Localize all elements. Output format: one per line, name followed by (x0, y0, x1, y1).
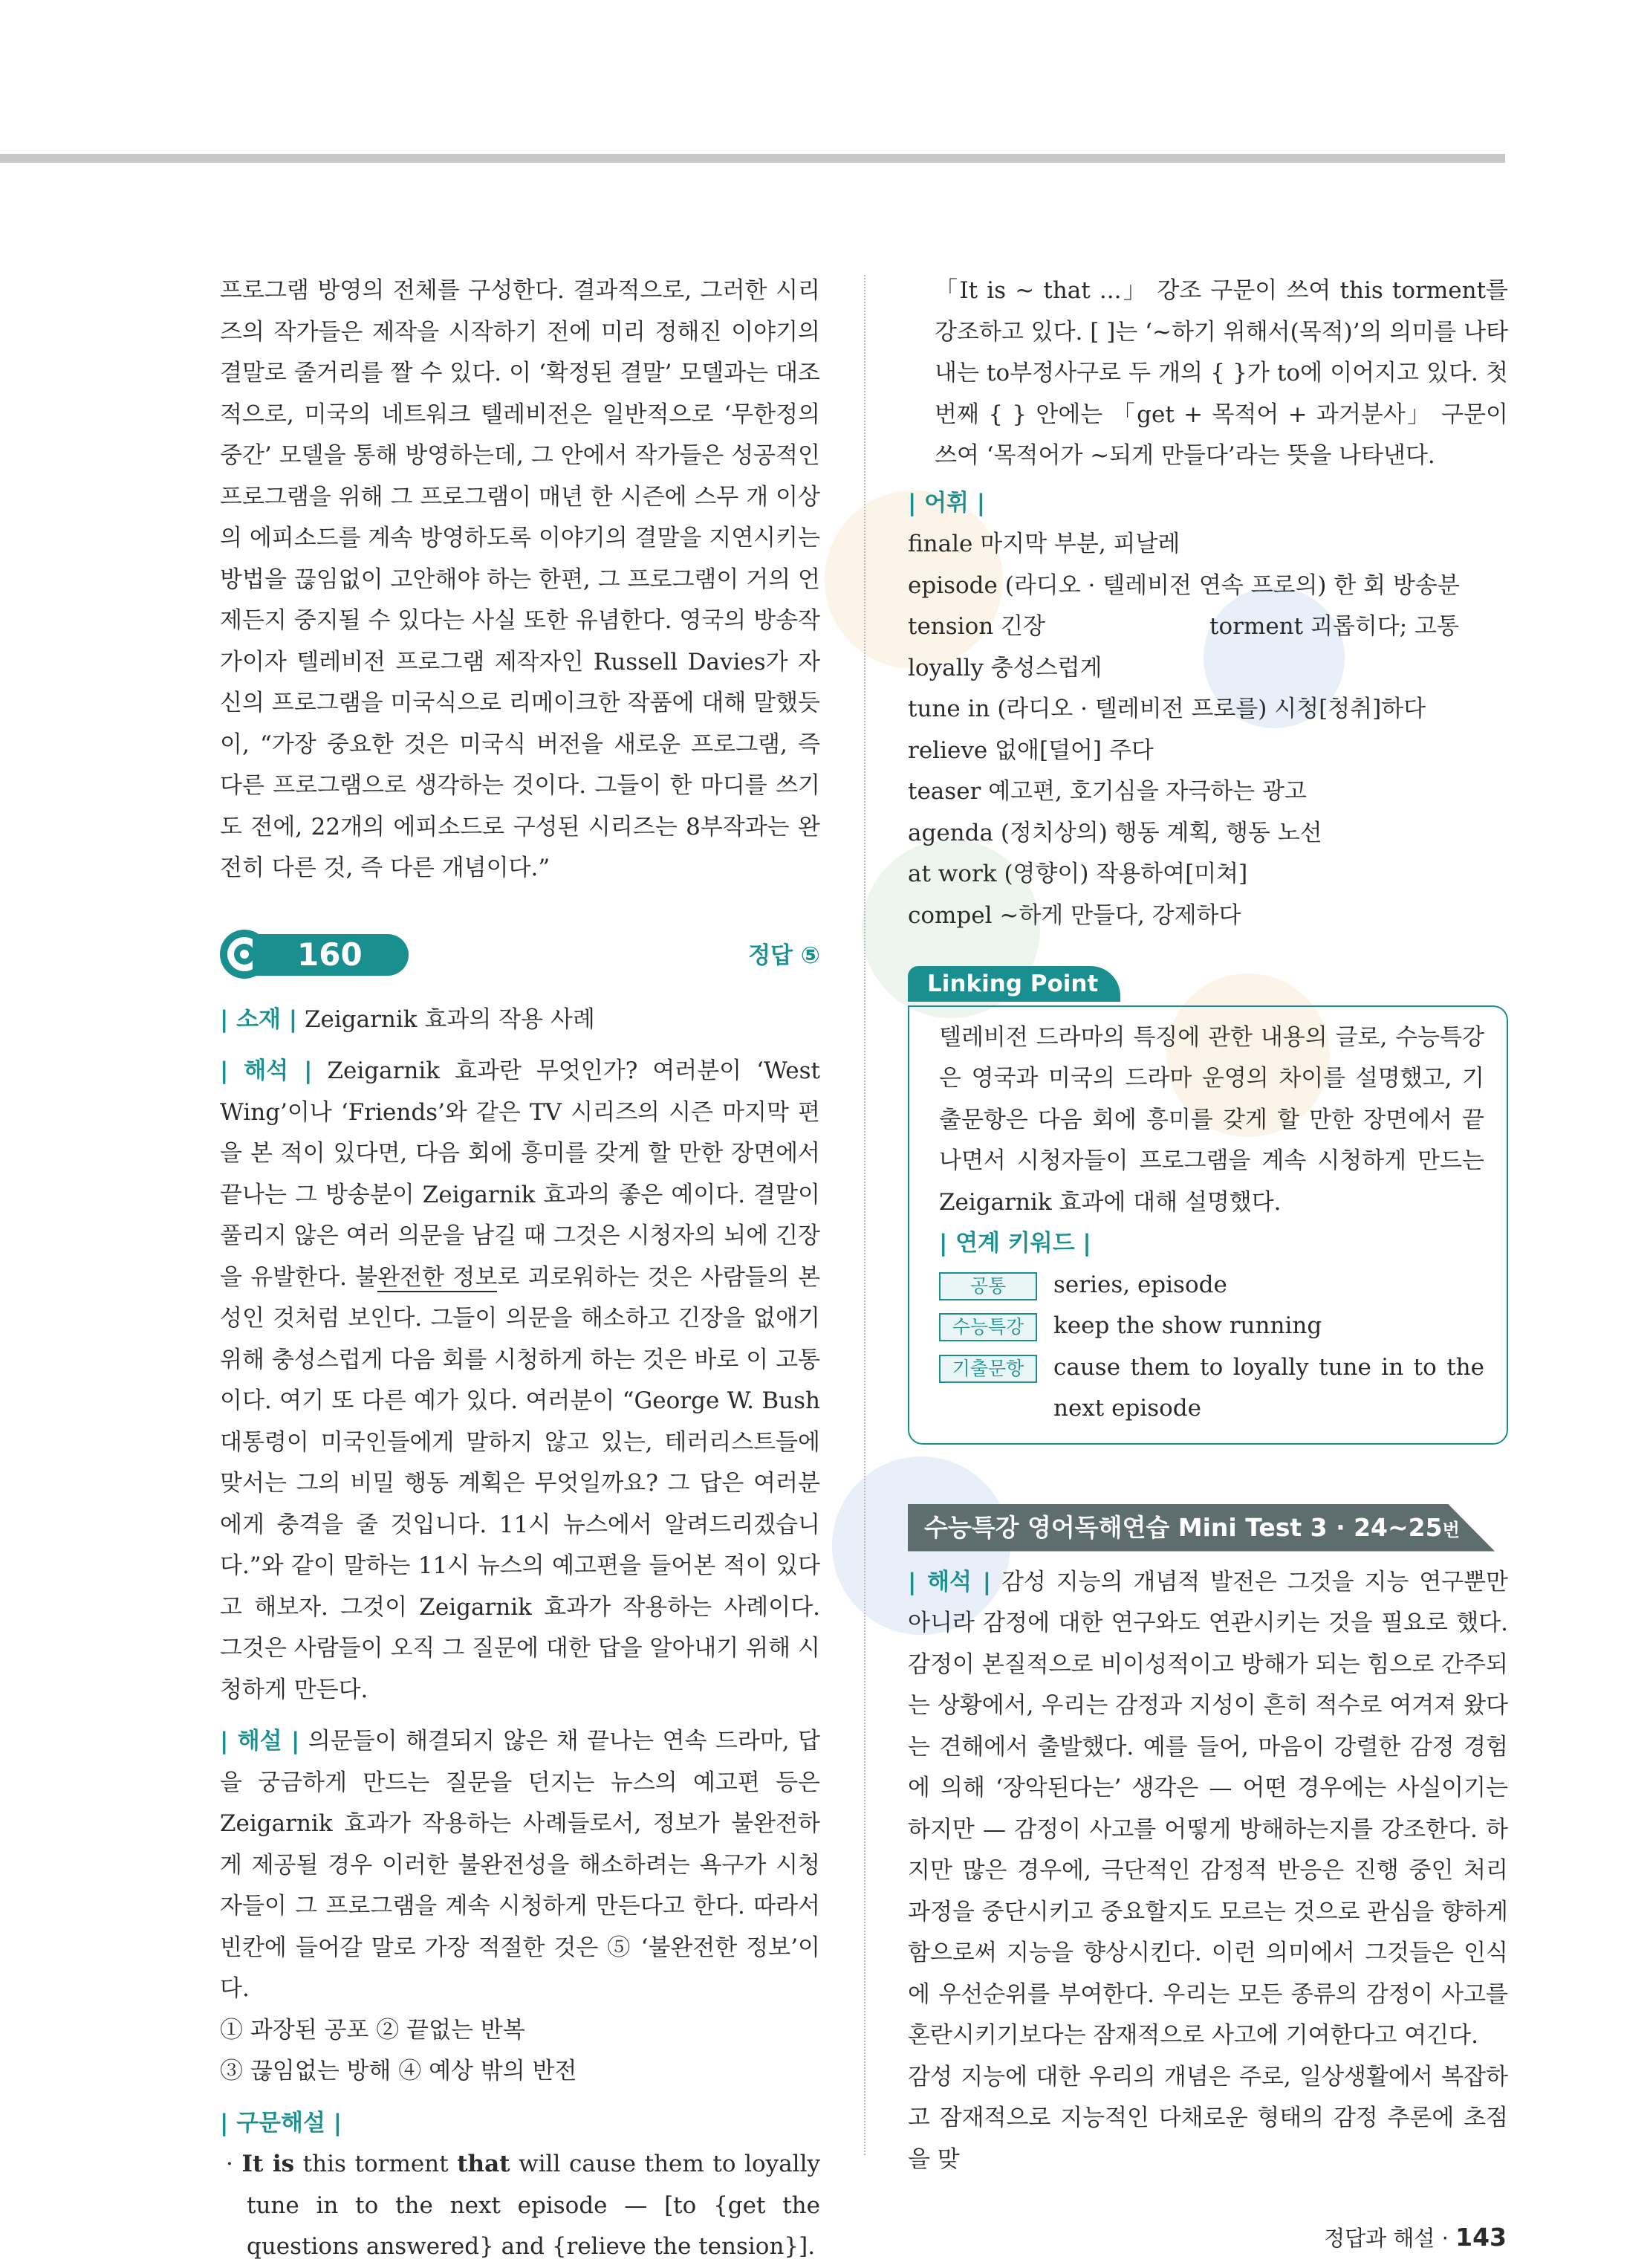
top-rule (0, 154, 1505, 163)
keyword-label: | 연계 키워드 | (939, 1230, 1091, 1257)
gumun-text-1: this torment (294, 2151, 458, 2177)
gumun-label: | 구문해설 | (220, 2109, 342, 2136)
gumun-text-2: will cause them to loyally tune in to the next episode — [to {get the questions answered} and {relieve the tension}]. (247, 2151, 821, 2260)
vocab-label: | 어휘 | (908, 489, 986, 516)
column-divider (864, 275, 865, 2155)
vocab-item (908, 606, 1508, 648)
vocab-list (908, 524, 1508, 936)
haeseok-underlined: 완전한 정보 (377, 1263, 498, 1291)
page-number: 143 (1455, 2223, 1507, 2252)
gumun-bold-1: It is (241, 2151, 295, 2177)
mini-text-1: 감성 지능의 개념적 발전은 그것을 지능 연구뿐만 아니라 감정에 대한 연구와도 연관시키는 것을 필요로 했다. 감정이 본질적으로 비이성적이고 방해가 되는 힘으로 간주되는 상황에서, 우리는 감정과 지성이 흔히 적수로 여겨져 왔다는 견해에서 출발했다. 예를 들어, 마음이 강렬한 감정 경험에 의해 ‘장악된다는’ 생각은 — 어떤 경우에는 사실이기는 하지만 — 감정이 사고를 어떻게 방해하는지를 강조한다. 하지만 많은 경우에, 극단적인 감정적 반응은 진행 중인 처리 과정을 중단시키고 중요할지도 모르는 것으로 관심을 향하게 함으로써 지능을 향상시킨다. 이런 의미에서 그것들은 인식에 우선순위를 부여한다. 우리는 모든 종류의 감정이 사고를 혼란시키기보다는 잠재적으로 사고에 기여한다고 여긴다. (908, 1568, 1509, 2049)
linking-point-text: 텔레비전 드라마의 특징에 관한 내용의 글로, 수능특강은 영국과 미국의 드라마 운영의 차이를 설명했고, 기출문항은 다음 회에 흥미를 갖게 할 만한 장면에서 끝나면서 시청자들이 프로그램을 계속 시청하게 만드는 Zeigarnik 효과에 대해 설명했다. (939, 1023, 1484, 1216)
haeseok-text-a: Zeigarnik 효과란 무엇인가? 여러분이 ‘West Wing’이나 ‘Friends’와 같은 TV 시리즈의 시즌 마지막 편을 본 적이 있다면, 다음 회에 흥미를 갖게 할 만한 장면에서 끝나는 그 방송분이 Zeigarnik 효과의 좋은 예이다. 결말이 풀리지 않은 여러 의문을 남길 때 그것은 시청자의 뇌에 긴장을 유발한다. 불 (220, 1057, 821, 1291)
keyword-tag: 수능특강 (939, 1313, 1037, 1341)
haeseol-label: | 해설 | (220, 1728, 300, 1755)
haeseok-text-b: 로 괴로워하는 것은 사람들의 본성인 것처럼 보인다. 그들이 의문을 해소하고 긴장을 없애기 위해 충성스럽게 다음 회를 시청하게 하는 것은 바로 이 고통이다. 여기 또 다른 예가 있다. 여러분이 “George W. Bush 대통령이 미국인들에게 말하지 않고 있는, 테러리스트들에 맞서는 그의 비밀 행동 계획은 무엇일까요? 그 답은 여러분에게 충격을 줄 것입니다. 11시 뉴스에서 알려드리겠습니다.”와 같이 말하는 11시 뉴스의 예고편을 들어본 적이 있다고 해보자. 그것이 Zeigarnik 효과가 작용하는 사례이다. 그것은 사람들이 오직 그 질문에 대한 답을 알아내기 위해 시청하게 만든다. (220, 1263, 820, 1703)
keyword-tag: 기출문항 (939, 1355, 1037, 1383)
linking-point-box (908, 1005, 1508, 1445)
vocab-item-tension: tension 긴장 (908, 613, 1045, 640)
mini-text-2: 감성 지능에 대한 우리의 개념은 주로, 일상생활에서 복잡하고 잠재적으로 지능적인 다채로운 형태의 감정 추론에 초점을 맞 (908, 2063, 1508, 2173)
answer-label: 정답 ⑤ (748, 942, 820, 969)
vocab-item: compel ~하게 만들다, 강제하다 (908, 901, 1241, 929)
vocab-item: relieve 없애[덜어] 주다 (908, 736, 1154, 764)
keyword-text: keep the show running (1053, 1312, 1322, 1339)
mini-test-banner (908, 1504, 1508, 1552)
answer-options (220, 2010, 820, 2093)
right-column (908, 270, 1508, 2180)
sojae-text: Zeigarnik 효과의 작용 사례 (304, 1005, 595, 1033)
intro-paragraph: 프로그램 방영의 전체를 구성한다. 결과적으로, 그러한 시리즈의 작가들은 제작을 시작하기 전에 미리 정해진 이야기의 결말로 줄거리를 짤 수 있다. 이 ‘확정된 결말’ 모델과는 대조적으로, 미국의 네트워크 텔레비전은 일반적으로 ‘무한정의 중간’ 모델을 통해 방영하는데, 그 안에서 작가들은 성공적인 프로그램을 위해 그 프로그램이 매년 한 시즌에 스무 개 이상의 에피소드를 계속 방영하도록 이야기의 결말을 지연시키는 방법을 끊임없이 고안해야 하는 한편, 그 프로그램이 거의 언제든지 중지될 수 있다는 사실 또한 유념한다. 영국의 방송작가이자 텔레비전 프로그램 제작자인 Russell Davies가 자신의 프로그램을 미국식으로 리메이크한 작품에 대해 말했듯이, “가장 중요한 것은 미국식 버전을 새로운 프로그램, 즉 다른 프로그램으로 생각하는 것이다. 그들이 한 마디를 쓰기도 전에, 22개의 에피소드로 구성된 시리즈는 8부작과는 완전히 다른 것, 즉 다른 개념이다.” (220, 277, 820, 881)
options-line-1: ① 과장된 공포 ② 끝없는 반복 (220, 2016, 525, 2044)
question-number: 160 (253, 934, 409, 976)
vocab-item: agenda (정치상의) 행동 계획, 행동 노선 (908, 819, 1322, 846)
vocab-item: teaser 예고편, 호기심을 자극하는 광고 (908, 778, 1307, 805)
keyword-tag: 공통 (939, 1272, 1037, 1300)
sojae-line (220, 999, 820, 1041)
haeseol-paragraph (220, 1721, 820, 2010)
mini-haeseok-label: | 해석 | (908, 1568, 992, 1595)
gumun-sentence (220, 2144, 820, 2268)
keyword-row (939, 1306, 1484, 1347)
keyword-row (939, 1265, 1484, 1306)
sojae-label: | 소재 | (220, 1005, 298, 1033)
page-footer (1324, 2222, 1507, 2252)
vocab-item: at work (영향이) 작용하여[미쳐] (908, 861, 1248, 887)
linking-point-tab: Linking Point (908, 966, 1120, 1002)
mini-test-title: 수능특강 영어독해연습 Mini Test 3 · 24~25번 (924, 1512, 1460, 1542)
footer-label: 정답과 해설 (1324, 2226, 1435, 2251)
left-column (220, 270, 820, 2268)
gumun-bold-2: that (457, 2151, 510, 2177)
question-banner (220, 925, 820, 985)
vocab-item: finale 마지막 부분, 피날레 (908, 531, 1180, 557)
keyword-text: series, episode (1053, 1271, 1227, 1298)
vocab-item: tune in (라디오 · 텔레비전 프로를) 시청[청취]하다 (908, 696, 1426, 722)
haeseok-label: | 해석 | (220, 1057, 313, 1084)
vocab-item-torment: torment 괴롭히다; 고통 (1209, 613, 1459, 640)
haeseol-text: 의문들이 해결되지 않은 채 끝나는 연속 드라마, 답을 궁금하게 만드는 질문을 던지는 뉴스의 예고편 등은 Zeigarnik 효과가 작용하는 사례들로서, 정보가 불완전하게 제공될 경우 이러한 불완전성을 해소하려는 욕구가 시청자들이 그 프로그램을 계속 시청하게 만든다고 한다. 따라서 빈칸에 들어갈 말로 가장 적절한 것은 ⑤ ‘불완전한 정보’이다. (220, 1728, 820, 2002)
vocab-item: loyally 충성스럽게 (908, 654, 1102, 681)
gumun-continuation: 「It is ~ that ...」 강조 구문이 쓰여 this torment를 강조하고 있다. [ ]는 ‘~하기 위해서(목적)’의 의미를 나타내는 to부정사구로 두 개의 { }가 to에 이어지고 있다. 첫 번째 { } 안에는 「get + 목적어 + 과거분사」 구문이 쓰여 ‘목적어가 ~되게 만들다’라는 뜻을 나타낸다. (935, 277, 1508, 469)
mini-haeseok-paragraph (908, 1562, 1508, 2057)
keyword-row (939, 1347, 1484, 1430)
keyword-text: cause them to loyally tune in to the next episode (1053, 1353, 1484, 1422)
options-line-2: ③ 끊임없는 방해 ④ 예상 밖의 반전 (220, 2058, 577, 2084)
vocab-item: episode (라디오 · 텔레비전 연속 프로의) 한 회 방송분 (908, 571, 1460, 599)
bullet: · (226, 2151, 233, 2177)
haeseok-paragraph (220, 1051, 820, 1711)
footer-dot: · (1441, 2226, 1449, 2251)
